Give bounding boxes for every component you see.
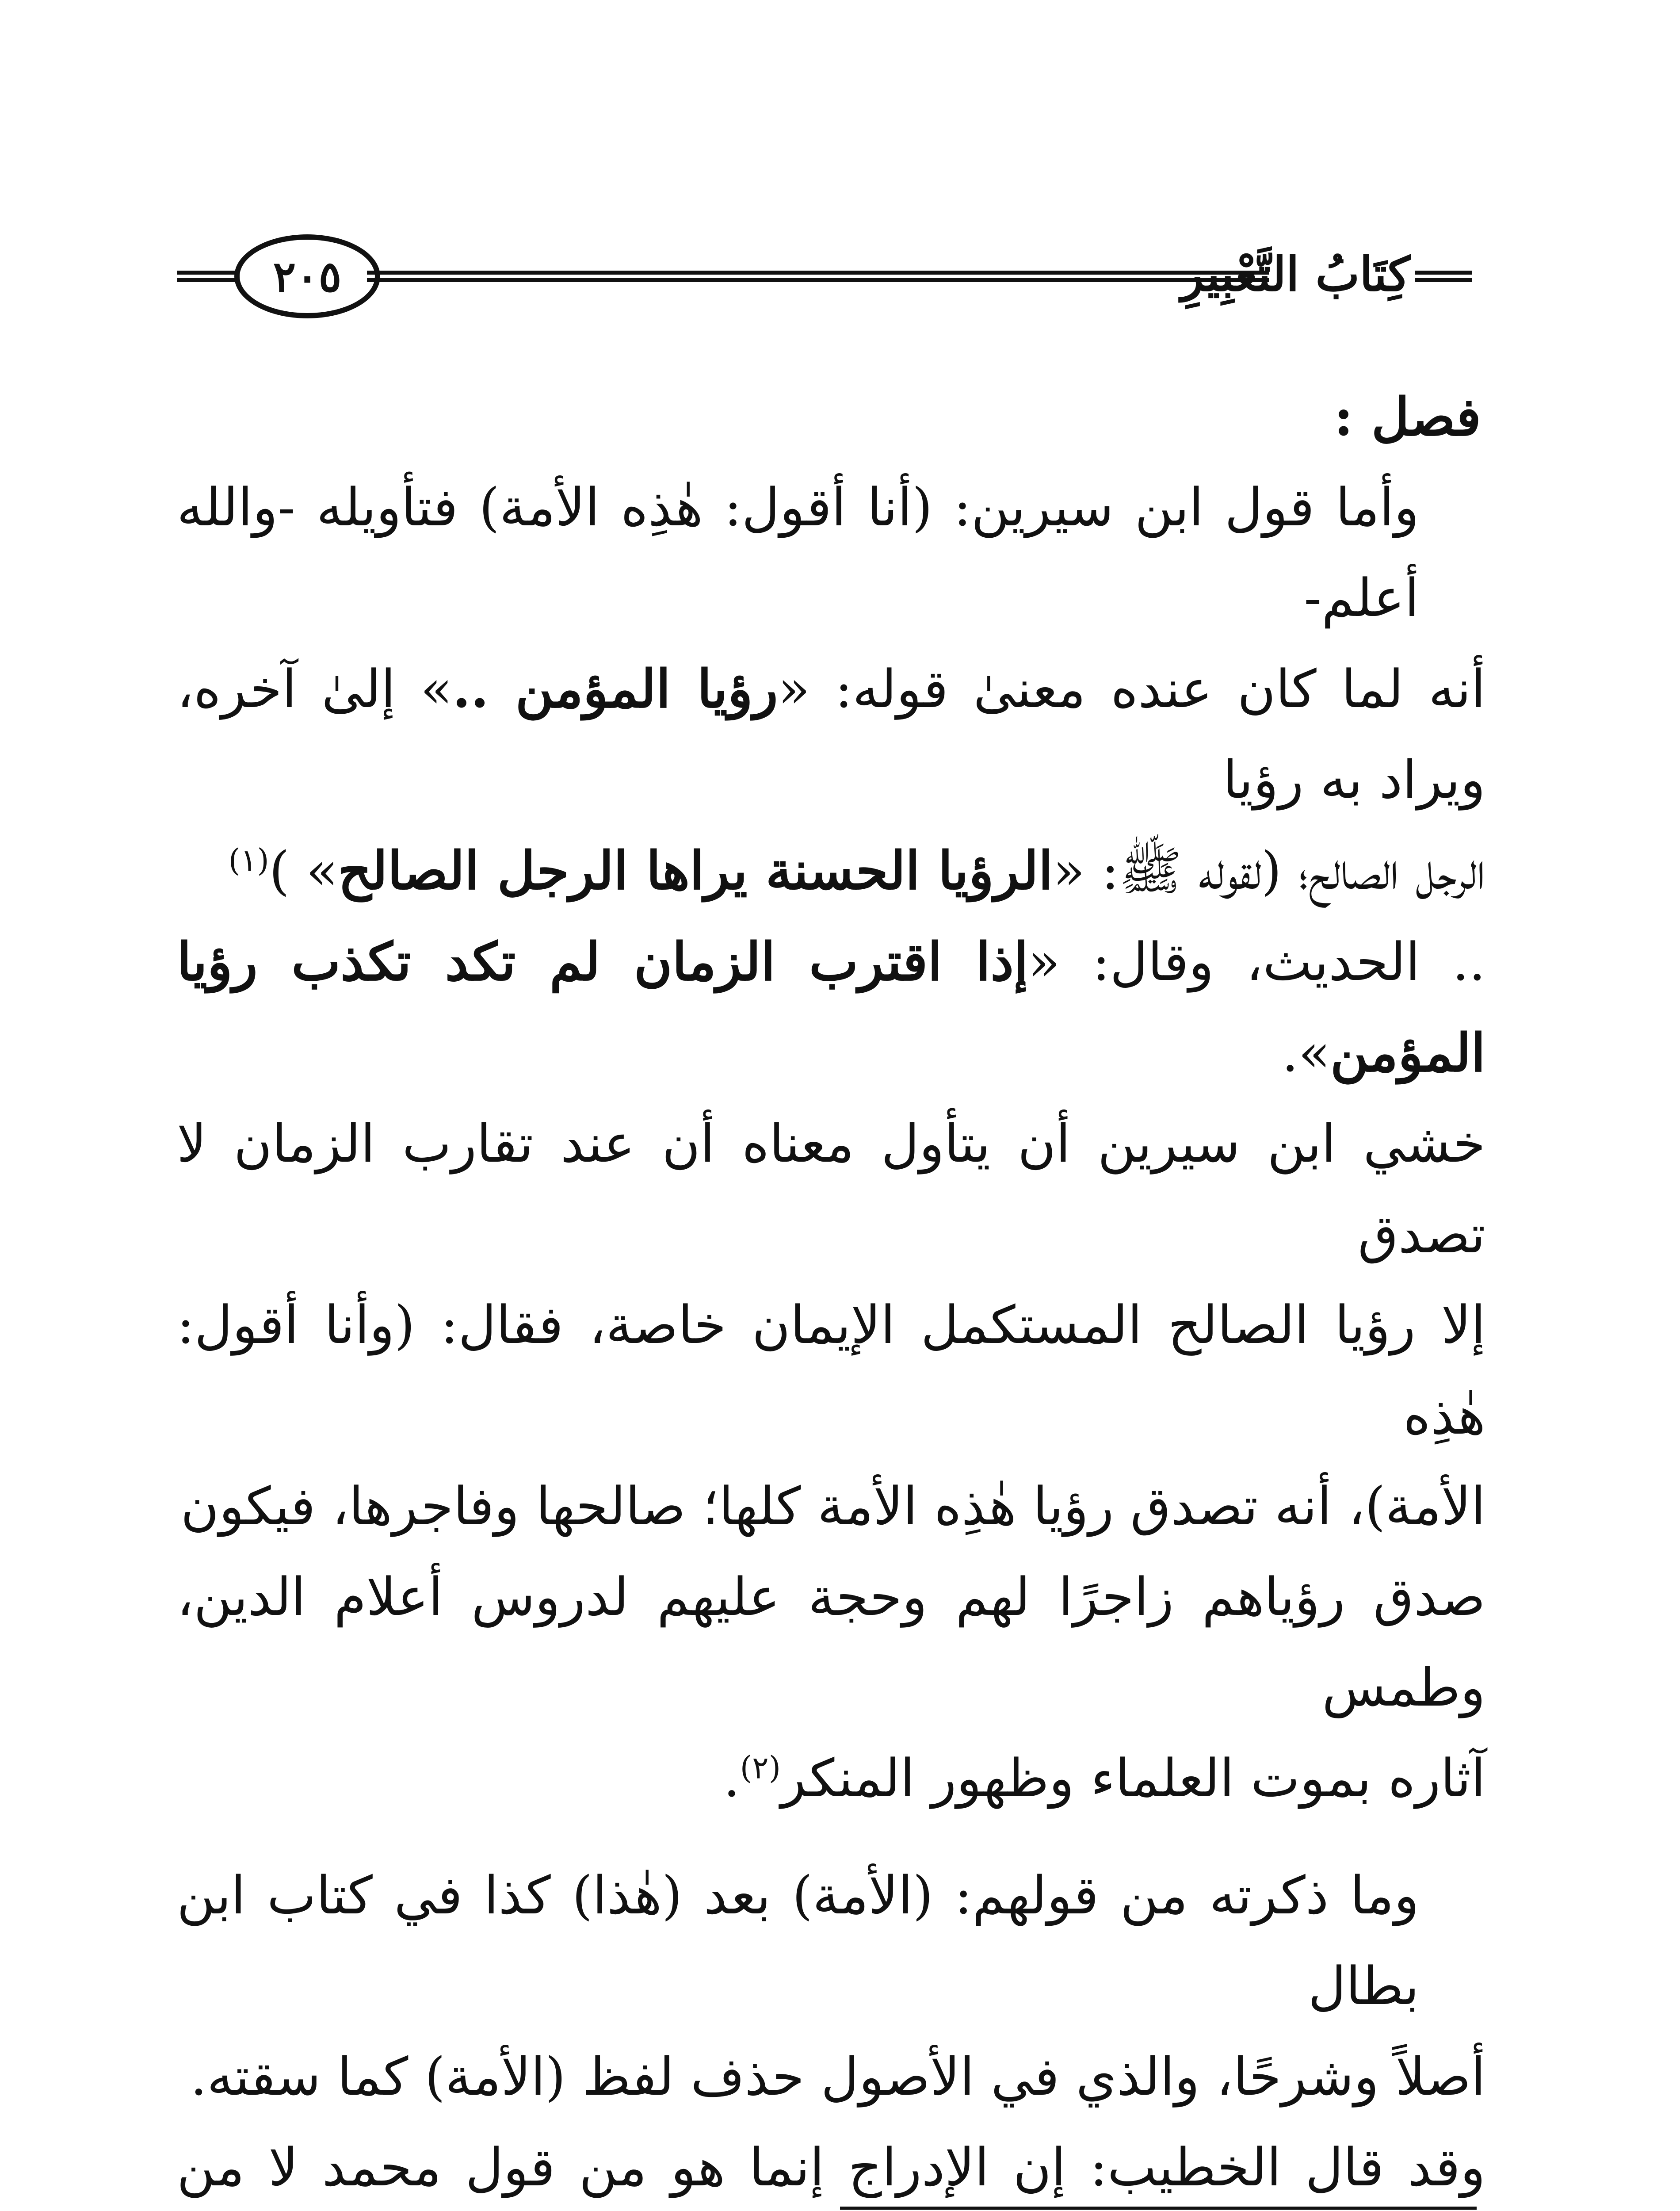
page-number: ٢٠٥ [273, 251, 342, 302]
text-line [177, 825, 1485, 916]
footnote-marker: (١) [228, 842, 269, 879]
text-line: وما ذكرته من قولهم: (الأمة) بعد (هٰذا) كذا في كتاب ابن بطال [177, 1865, 1419, 2016]
text-line [177, 1733, 1485, 1824]
text-run: الرجل الصالح؛ (لقوله ﷺ: « [1053, 840, 1485, 901]
text-line [177, 462, 1485, 643]
text-run: ». [1282, 1022, 1331, 1083]
paragraph-spacer [177, 1824, 1485, 1850]
text-run: أنه لما كان عنده معنىٰ قوله: « [778, 658, 1485, 719]
footnote-separator [840, 2207, 1477, 2210]
book-title: كِتَابُ التَّعْبِيرِ [1181, 246, 1410, 302]
hadith-quote: رؤيا المؤمن .. [452, 658, 778, 719]
header-rule-middle [367, 271, 1269, 282]
header-rule-right [1415, 271, 1472, 282]
paragraph [177, 1850, 1485, 2211]
paragraph [177, 462, 1485, 1824]
hadith-quote: إذا اقترب الزمان لم تكد تكذب رؤيا المؤمن [177, 931, 1485, 1083]
text-run: آثاره بموت العلماء وظهور المنكر [781, 1748, 1485, 1809]
page-number-oval [234, 234, 380, 318]
text-run: وأما قول ابن سيرين: (أنا أقول: هٰذِه الأمة) فتأويله -والله أعلم- [177, 477, 1419, 628]
text-line [177, 643, 1485, 825]
page-header [177, 230, 1472, 327]
text-line: إلا رؤيا الصالح المستكمل الإيمان خاصة، فقال: (وأنا أقول: هٰذِه [177, 1294, 1485, 1446]
text-line: صدق رؤياهم زاجرًا لهم وحجة عليهم لدروس أعلام الدين، وطمس [177, 1566, 1485, 1718]
section-heading: فصل : [1334, 386, 1481, 448]
main-text [177, 371, 1485, 2211]
text-run: » ) [269, 840, 338, 901]
text-line: خشي ابن سيرين أن يتأول معناه أن عند تقارب الزمان لا تصدق [177, 1113, 1485, 1265]
text-line [177, 916, 1485, 1098]
hadith-quote: الرؤيا الحسنة يراها الرجل الصالح [338, 840, 1053, 901]
text-line: أصلاً وشرحًا، والذي في الأصول حذف لفظ (الأمة) كما سقته. [190, 2046, 1485, 2107]
footnote-marker: (٢) [740, 1749, 781, 1786]
text-line: الأمة)، أنه تصدق رؤيا هٰذِه الأمة كلها؛ صالحها وفاجرها، فيكون [180, 1476, 1485, 1537]
text-line: وقد قال الخطيب: إن الإدراج إنما هو من قول محمد لا من [177, 2137, 1485, 2198]
text-run: » إلىٰ آخره، ويراد به رؤيا [177, 658, 1485, 810]
text-run: . [723, 1748, 740, 1809]
text-run: .. الحديث، وقال: « [1028, 931, 1485, 992]
